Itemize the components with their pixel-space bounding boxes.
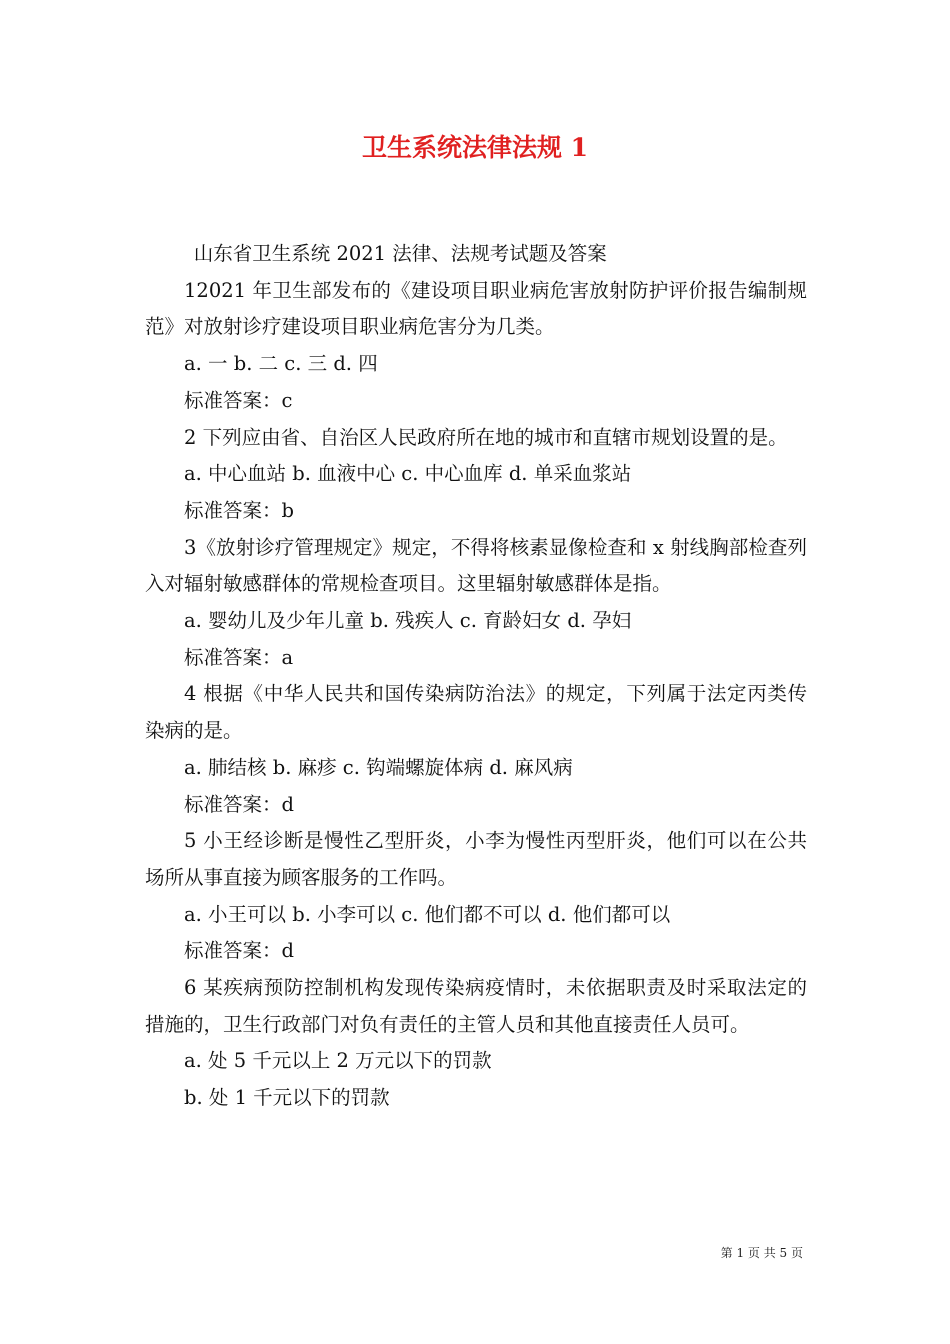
question-3-answer: 标准答案：a xyxy=(184,645,294,669)
question-2-answer: 标准答案：b xyxy=(184,498,294,522)
question-1-options: a. 一 b. 二 c. 三 d. 四 xyxy=(184,352,378,376)
question-6-option-a: a. 处 5 千元以上 2 万元以下的罚款 xyxy=(184,1049,492,1073)
question-4-options: a. 肺结核 b. 麻疹 c. 钩端螺旋体病 d. 麻风病 xyxy=(184,755,573,779)
question-6-text: 6 某疾病预防控制机构发现传染病疫情时，未依据职责及时采取法定的措施的，卫生行政部门对负有责任的主管人员和其他直接责任人员可。 xyxy=(145,976,807,1036)
question-2-options: a. 中心血站 b. 血液中心 c. 中心血库 d. 单采血浆站 xyxy=(184,462,632,486)
page-number: 第 1 页 共 5 页 xyxy=(720,1246,803,1260)
page-title: 卫生系统法律法规 1 xyxy=(361,133,589,162)
question-3-text: 3《放射诊疗管理规定》规定，不得将核素显像检查和 x 射线胸部检查列入对辐射敏感群体的常规检查项目。这里辐射敏感群体是指。 xyxy=(145,535,807,596)
question-5-answer: 标准答案：d xyxy=(184,939,294,963)
question-1-text: 12021 年卫生部发布的《建设项目职业病危害放射防护评价报告编制规范》对放射诊疗建设项目职业病危害分为几类。 xyxy=(145,278,807,339)
question-4-text: 4 根据《中华人民共和国传染病防治法》的规定，下列属于法定丙类传染病的是。 xyxy=(145,682,807,743)
question-5-options: a. 小王可以 b. 小李可以 c. 他们都不可以 d. 他们都可以 xyxy=(184,902,671,926)
question-1-answer: 标准答案：c xyxy=(184,388,293,412)
document-body xyxy=(145,236,807,1117)
document-intro: 山东省卫生系统 2021 法律、法规考试题及答案 xyxy=(193,242,607,265)
question-5-text: 5 小王经诊断是慢性乙型肝炎，小李为慢性丙型肝炎，他们可以在公共场所从事直接为顾客服务的工作吗。 xyxy=(145,829,807,889)
question-2-text: 2 下列应由省、自治区人民政府所在地的城市和直辖市规划设置的是。 xyxy=(184,425,788,449)
question-6-option-b: b. 处 1 千元以下的罚款 xyxy=(184,1086,390,1110)
question-3-options: a. 婴幼儿及少年儿童 b. 残疾人 c. 育龄妇女 d. 孕妇 xyxy=(184,609,632,633)
question-4-answer: 标准答案：d xyxy=(184,792,294,816)
